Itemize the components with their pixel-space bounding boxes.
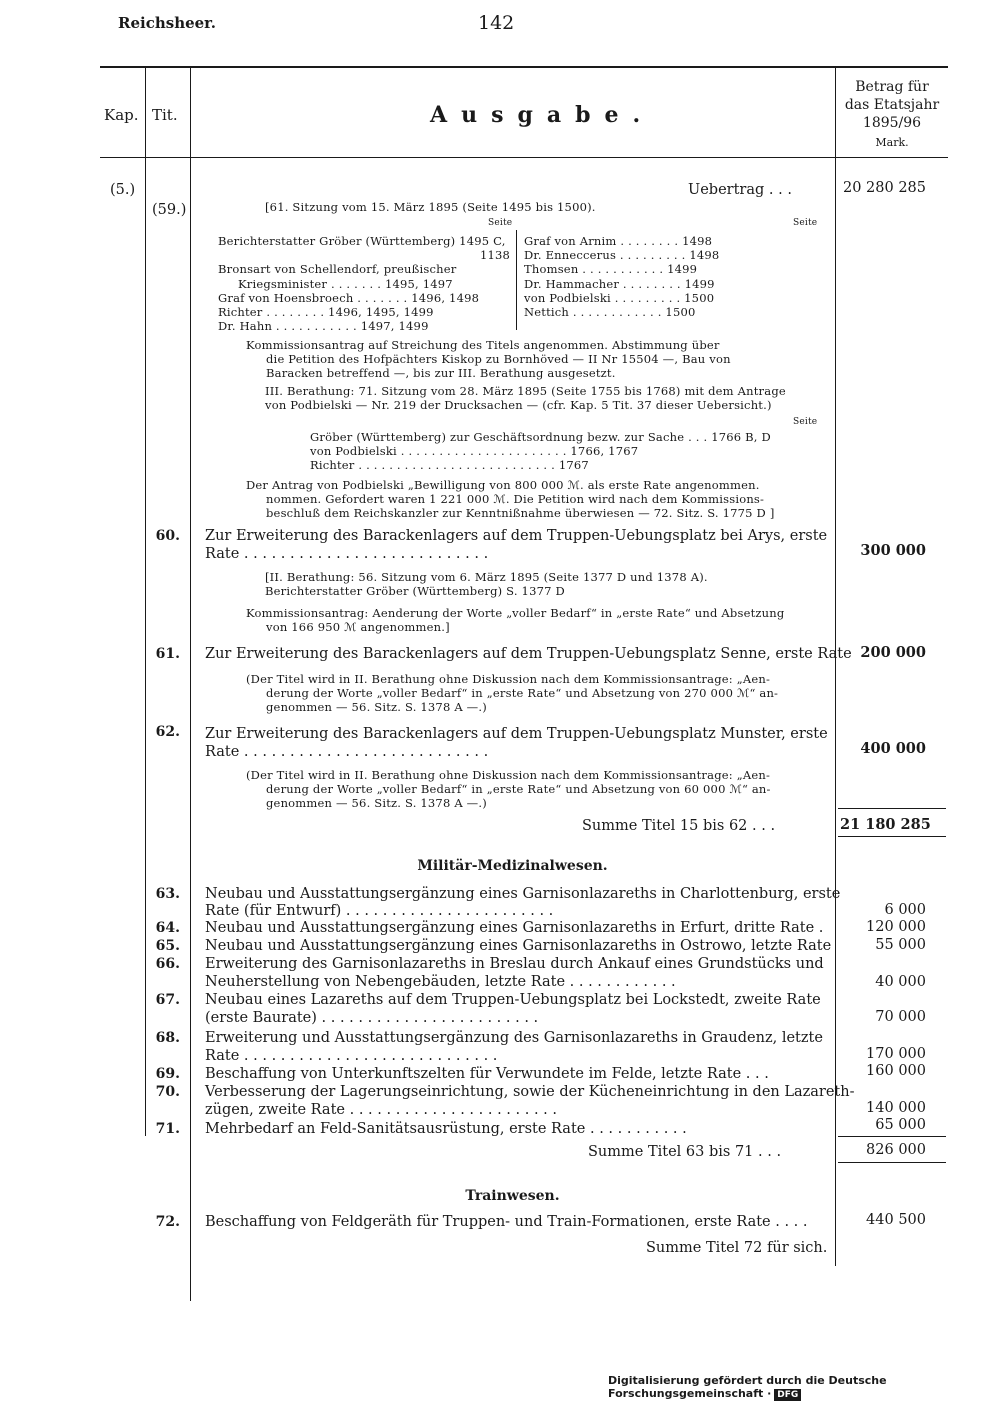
t72-sum-label: Summe Titel 72 für sich. bbox=[646, 1240, 828, 1256]
t60-note bbox=[265, 570, 708, 598]
t63-text-line-2: Rate (für Entwurf) . . . . . . . . . . . . . . . . . . . . . . . bbox=[205, 903, 554, 919]
page-number: 142 bbox=[478, 12, 515, 34]
t70-text-line-1: Verbesserung der Lagerungseinrichtung, sowie der Kücheneinrichtung in den Lazareth- bbox=[205, 1084, 855, 1100]
t60-note-line-1: [II. Berathung: 56. Sitzung vom 6. März 1895 (Seite 1377 D und 1378 A). bbox=[265, 570, 708, 584]
tit-number-66: 66. bbox=[155, 956, 180, 972]
speaker-left-7: Dr. Hahn . . . . . . . . . . . 1497, 1499 bbox=[218, 319, 429, 334]
sum1-label: Summe Titel 15 bis 62 . . . bbox=[582, 818, 776, 834]
t65-text: Neubau und Ausstattungsergänzung eines Garnisonlazareths in Ostrowo, letzte Rate bbox=[205, 938, 832, 954]
speaker-right-6: Nettich . . . . . . . . . . . . 1500 bbox=[524, 305, 696, 320]
t72-amount: 440 500 bbox=[866, 1212, 926, 1228]
table-top-rule bbox=[100, 66, 948, 68]
t67-text-line-1: Neubau eines Lazareths auf dem Truppen-Uebungsplatz bei Lockstedt, zweite Rate bbox=[205, 992, 821, 1008]
t61-note-line-3: genommen — 56. Sitz. S. 1378 A —.) bbox=[266, 700, 487, 714]
kap-number: (5.) bbox=[110, 182, 136, 198]
t63-text-line-1: Neubau und Ausstattungsergänzung eines Garnisonlazareths in Charlottenburg, erste bbox=[205, 886, 841, 902]
speaker-iii-3: Richter . . . . . . . . . . . . . . . . . . . . . . . . . . 1767 bbox=[310, 458, 589, 472]
speaker-left-2: 1138 bbox=[480, 248, 511, 263]
header-kap: Kap. bbox=[104, 106, 139, 124]
sum1-rule-bottom bbox=[838, 836, 946, 837]
speaker-left-3: Bronsart von Schellendorf, preußischer bbox=[218, 262, 457, 277]
t71-amount: 65 000 bbox=[875, 1117, 926, 1133]
t68-amount: 170 000 bbox=[866, 1046, 926, 1062]
sum2-amount: 826 000 bbox=[866, 1142, 926, 1158]
block59-speakers-iii bbox=[310, 430, 771, 472]
block59-session: [61. Sitzung vom 15. März 1895 (Seite 1495 bis 1500). bbox=[265, 200, 596, 214]
sum2-rule-bottom bbox=[838, 1162, 946, 1163]
sum1-rule-top bbox=[838, 808, 946, 809]
sum2-rule-top bbox=[838, 1136, 946, 1137]
tit-number-62: 62. bbox=[155, 724, 180, 740]
speaker-iii-2: von Podbielski . . . . . . . . . . . . . . . . . . . . . . 1766, 1767 bbox=[310, 444, 639, 458]
conclusion-line-1: Der Antrag von Podbielski „Bewilligung von 800 000 ℳ. als erste Rate angenommen. bbox=[246, 478, 760, 492]
t60-amount: 300 000 bbox=[860, 542, 926, 559]
tit-number-67: 67. bbox=[155, 992, 180, 1008]
t66-amount: 40 000 bbox=[875, 974, 926, 990]
t65-amount: 55 000 bbox=[875, 937, 926, 953]
header-amount-line3: 1895/96 bbox=[862, 115, 922, 131]
t60-note-line-2: Berichterstatter Gröber (Württemberg) S. 1377 D bbox=[265, 584, 565, 598]
commission-line-2: die Petition des Hofpächters Kiskop zu Bornhöved — II Nr 15504 —, Bau von bbox=[266, 352, 731, 366]
running-head: Reichsheer. bbox=[118, 14, 216, 32]
header-ausgabe: Ausgabe. bbox=[430, 102, 655, 128]
tit-number-60: 60. bbox=[155, 528, 180, 544]
commission-line-1: Kommissionsantrag auf Streichung des Titels angenommen. Abstimmung über bbox=[246, 338, 720, 352]
t60-text-line-1: Zur Erweiterung des Barackenlagers auf dem Truppen-Uebungsplatz bei Arys, erste bbox=[205, 528, 828, 544]
t62-amount: 400 000 bbox=[860, 740, 926, 757]
speaker-divider bbox=[516, 230, 517, 330]
t62-note bbox=[246, 768, 771, 810]
speaker-right-3: Thomsen . . . . . . . . . . . 1499 bbox=[524, 262, 698, 277]
uebertrag-label: Uebertrag . . . bbox=[688, 182, 792, 198]
t60-text-line-2: Rate . . . . . . . . . . . . . . . . . . . . . . . . . . . bbox=[205, 546, 489, 562]
header-amount-line1: Betrag für bbox=[855, 79, 929, 95]
t68-text-line-2: Rate . . . . . . . . . . . . . . . . . . . . . . . . . . . . bbox=[205, 1048, 498, 1064]
tit-number-71: 71. bbox=[155, 1121, 180, 1137]
block59-speakers-right bbox=[524, 234, 719, 319]
t61-note bbox=[246, 672, 778, 714]
t62-text-line-2: Rate . . . . . . . . . . . . . . . . . . . . . . . . . . . bbox=[205, 744, 489, 760]
speaker-right-5: von Podbielski . . . . . . . . . 1500 bbox=[524, 290, 715, 305]
t63-amount: 6 000 bbox=[884, 902, 926, 918]
speaker-iii-1: Gröber (Württemberg) zur Geschäftsordnung bezw. zur Sache . . . 1766 B, D bbox=[310, 430, 771, 444]
block59-conclusion bbox=[246, 478, 775, 520]
dfg-logo-icon: DFG bbox=[774, 1389, 801, 1401]
block59-speakers-left bbox=[218, 234, 510, 333]
tit-number-68: 68. bbox=[155, 1030, 180, 1046]
sum1-amount: 21 180 285 bbox=[840, 816, 931, 833]
section-heading-train: Trainwesen. bbox=[465, 1188, 560, 1204]
t62-note-line-2: derung der Worte „voller Bedarf“ in „erste Rate“ und Absetzung von 60 000 ℳ“ an- bbox=[266, 782, 771, 796]
tit-number-59: (59.) bbox=[152, 202, 187, 218]
third-reading-line-1: III. Berathung: 71. Sitzung vom 28. März 1895 (Seite 1755 bis 1768) mit dem Antrage bbox=[265, 384, 786, 398]
header-amount-unit: Mark. bbox=[875, 136, 909, 149]
t64-text: Neubau und Ausstattungsergänzung eines Garnisonlazareths in Erfurt, dritte Rate . bbox=[205, 920, 824, 936]
block59-commission bbox=[246, 338, 731, 380]
header-amount-line2: das Etatsjahr bbox=[844, 97, 940, 113]
t60-note-line-4: von 166 950 ℳ angenommen.] bbox=[266, 620, 450, 634]
tit-number-65: 65. bbox=[155, 938, 180, 954]
table-header-rule bbox=[100, 157, 948, 158]
t62-note-line-3: genommen — 56. Sitz. S. 1378 A —.) bbox=[266, 796, 487, 810]
conclusion-line-2: nommen. Gefordert waren 1 221 000 ℳ. Die Petition wird nach dem Kommissions- bbox=[266, 492, 765, 506]
speaker-right-2: Dr. Enneccerus . . . . . . . . . 1498 bbox=[524, 248, 720, 263]
block59-seite-3: Seite bbox=[793, 417, 818, 427]
t64-amount: 120 000 bbox=[866, 919, 926, 935]
speaker-left-5: Graf von Hoensbroech . . . . . . . 1496, 1498 bbox=[218, 290, 480, 305]
t68-text-line-1: Erweiterung und Ausstattungsergänzung des Garnisonlazareths in Graudenz, letzte bbox=[205, 1030, 823, 1046]
conclusion-line-3: beschluß dem Reichskanzler zur Kenntnißnahme überwiesen — 72. Sitz. S. 1775 D ] bbox=[266, 506, 775, 520]
speaker-left-1: Berichterstatter Gröber (Württemberg) 1495 C, bbox=[218, 234, 506, 248]
speaker-left-4: Kriegsminister . . . . . . . 1495, 1497 bbox=[238, 276, 453, 291]
uebertrag-amount: 20 280 285 bbox=[842, 180, 926, 196]
tit-number-72: 72. bbox=[155, 1214, 180, 1230]
header-tit: Tit. bbox=[152, 106, 178, 124]
tit-number-61: 61. bbox=[155, 646, 180, 662]
speaker-right-1: Graf von Arnim . . . . . . . . 1498 bbox=[524, 234, 713, 248]
speaker-left-6: Richter . . . . . . . . 1496, 1495, 1499 bbox=[218, 305, 434, 320]
block59-seite-left: Seite bbox=[488, 218, 513, 228]
speaker-right-4: Dr. Hammacher . . . . . . . . 1499 bbox=[524, 276, 715, 291]
t70-text-line-2: zügen, zweite Rate . . . . . . . . . . . . . . . . . . . . . . . bbox=[205, 1102, 558, 1118]
t69-text: Beschaffung von Unterkunftszelten für Verwundete im Felde, letzte Rate . . . bbox=[205, 1066, 769, 1082]
t66-text-line-2: Neuherstellung von Nebengebäuden, letzte Rate . . . . . . . . . . . . bbox=[205, 974, 676, 990]
tit-number-64: 64. bbox=[155, 920, 180, 936]
t62-text-line-1: Zur Erweiterung des Barackenlagers auf dem Truppen-Uebungsplatz Munster, erste bbox=[205, 726, 828, 742]
footer-credit-text: Digitalisierung gefördert durch die Deutsche Forschungsgemeinschaft · bbox=[608, 1374, 887, 1400]
sum2-label: Summe Titel 63 bis 71 . . . bbox=[588, 1144, 782, 1160]
t67-amount: 70 000 bbox=[875, 1009, 926, 1025]
t71-text: Mehrbedarf an Feld-Sanitätsausrüstung, erste Rate . . . . . . . . . . . bbox=[205, 1121, 687, 1137]
t60-commission bbox=[246, 606, 784, 634]
block59-third-reading bbox=[265, 384, 786, 412]
t62-note-line-1: (Der Titel wird in II. Berathung ohne Diskussion nach dem Kommissionsantrage: „Aen- bbox=[246, 768, 771, 782]
t61-note-line-1: (Der Titel wird in II. Berathung ohne Diskussion nach dem Kommissionsantrage: „Aen- bbox=[246, 672, 771, 686]
column-rule-tit bbox=[190, 66, 191, 1301]
t61-text: Zur Erweiterung des Barackenlagers auf dem Truppen-Uebungsplatz Senne, erste Rate bbox=[205, 646, 852, 662]
t72-text: Beschaffung von Feldgeräth für Truppen- und Train-Formationen, erste Rate . . . . bbox=[205, 1214, 808, 1230]
footer-credit bbox=[608, 1374, 1000, 1401]
t60-note-line-3: Kommissionsantrag: Aenderung der Worte „voller Bedarf“ in „erste Rate“ und Absetzung bbox=[246, 606, 785, 620]
t67-text-line-2: (erste Baurate) . . . . . . . . . . . . . . . . . . . . . . . . bbox=[205, 1010, 539, 1026]
t70-amount: 140 000 bbox=[866, 1100, 926, 1116]
t69-amount: 160 000 bbox=[866, 1063, 926, 1079]
commission-line-3: Baracken betreffend —, bis zur III. Berathung ausgesetzt. bbox=[266, 366, 616, 380]
third-reading-line-2: von Podbielski — Nr. 219 der Drucksachen — (cfr. Kap. 5 Tit. 37 dieser Uebersicht.) bbox=[265, 398, 772, 412]
block59-seite-right: Seite bbox=[793, 218, 818, 228]
tit-number-63: 63. bbox=[155, 886, 180, 902]
column-rule-kap bbox=[145, 66, 146, 1136]
header-amount bbox=[836, 78, 948, 152]
t66-text-line-1: Erweiterung des Garnisonlazareths in Breslau durch Ankauf eines Grundstücks und bbox=[205, 956, 824, 972]
section-heading-medical: Militär-Medizinalwesen. bbox=[417, 858, 608, 874]
tit-number-69: 69. bbox=[155, 1066, 180, 1082]
t61-note-line-2: derung der Worte „voller Bedarf“ in „erste Rate“ und Absetzung von 270 000 ℳ“ an- bbox=[266, 686, 779, 700]
t61-amount: 200 000 bbox=[860, 644, 926, 661]
tit-number-70: 70. bbox=[155, 1084, 180, 1100]
